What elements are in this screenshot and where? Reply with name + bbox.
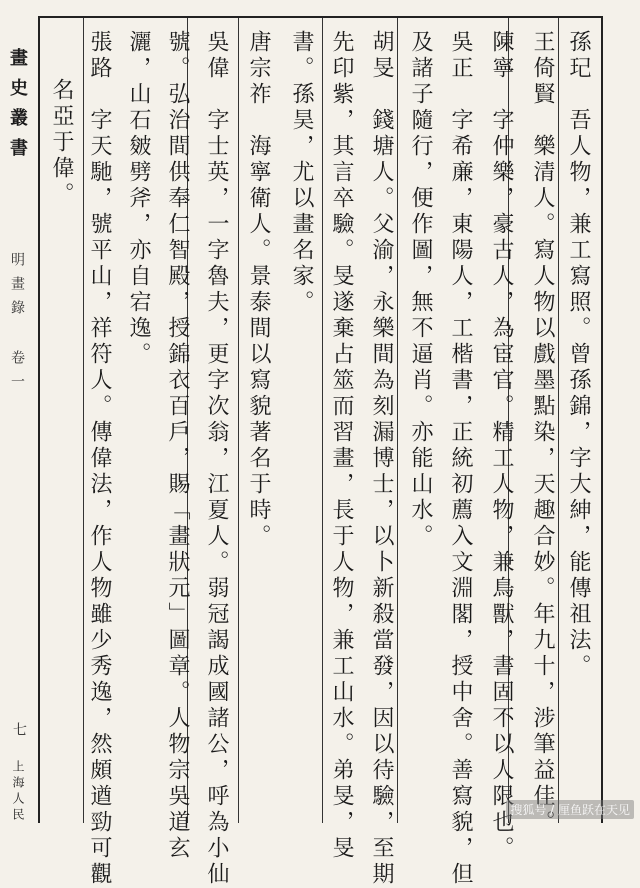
text-column: 吳正 字希亷，東陽人，工楷書，正統初薦入文淵閣，授中舍。善寫貌，但 xyxy=(448,30,473,888)
page-frame-top xyxy=(38,16,603,18)
page-frame-left xyxy=(38,16,40,823)
text-column: 唐宗祚 海寧衛人。景泰間以寫貌著名于時。 xyxy=(246,30,271,550)
book-info: 明畫錄 卷一 xyxy=(9,252,25,398)
text-column: 先印紫，其言卒驗。旻遂棄占筮而習畫，長于人物，兼工山水。弟旻，旻 xyxy=(329,30,354,862)
text-column: 張路 字天馳，號平山，祥符人。傳偉法，作人物雖少秀逸，然頗遒勁可觀 xyxy=(87,30,112,888)
column-rule xyxy=(397,18,398,823)
page-frame-right xyxy=(601,16,603,823)
column-rule xyxy=(558,18,559,823)
text-column: 王倚賢 樂清人。寫人物以戲墨點染，天趣合妙。年九十，涉筆益佳。 xyxy=(530,30,555,836)
text-column: 陳寧 字仲樂，豪古人，為宦官。精工人物，兼鳥獸，書固不以人限也。 xyxy=(489,30,514,862)
text-column: 名亞于偉。 xyxy=(49,78,74,208)
column-rule xyxy=(322,18,323,823)
text-column: 吳偉 字士英，一字魯夫，更字次翁，江夏人。弱冠謁成國諸公，呼為小仙 xyxy=(204,30,229,888)
text-column: 及諸子隨行，便作圖，無不逼肖。亦能山水。 xyxy=(408,30,433,550)
text-column: 胡旻 錢塘人。父渝，永樂間為刻漏博士，以卜新殺當發，因以待驗，至期 xyxy=(369,30,394,888)
publisher-mark: 上海人民 xyxy=(11,760,25,824)
page-number: 七 xyxy=(11,722,27,740)
column-rule xyxy=(238,18,239,823)
text-column: 書。孫昊，尤以畫名家。 xyxy=(289,30,314,316)
column-rule xyxy=(83,18,84,823)
text-column: 灑，山石皴劈斧，亦自宕逸。 xyxy=(126,30,151,368)
series-title: 畫史叢書 xyxy=(7,48,28,168)
text-column: 孫玘 吾人物，兼工寫照。曾孫錦，字大紳，能傳祖法。 xyxy=(566,30,591,680)
text-column: 號。弘治間供奉仁智殿，授錦衣百戶，賜「畫狀元」圖章。人物宗吳道玄 xyxy=(165,30,190,862)
watermark: 搜狐号 / 厘鱼跃在天见 xyxy=(506,800,634,819)
